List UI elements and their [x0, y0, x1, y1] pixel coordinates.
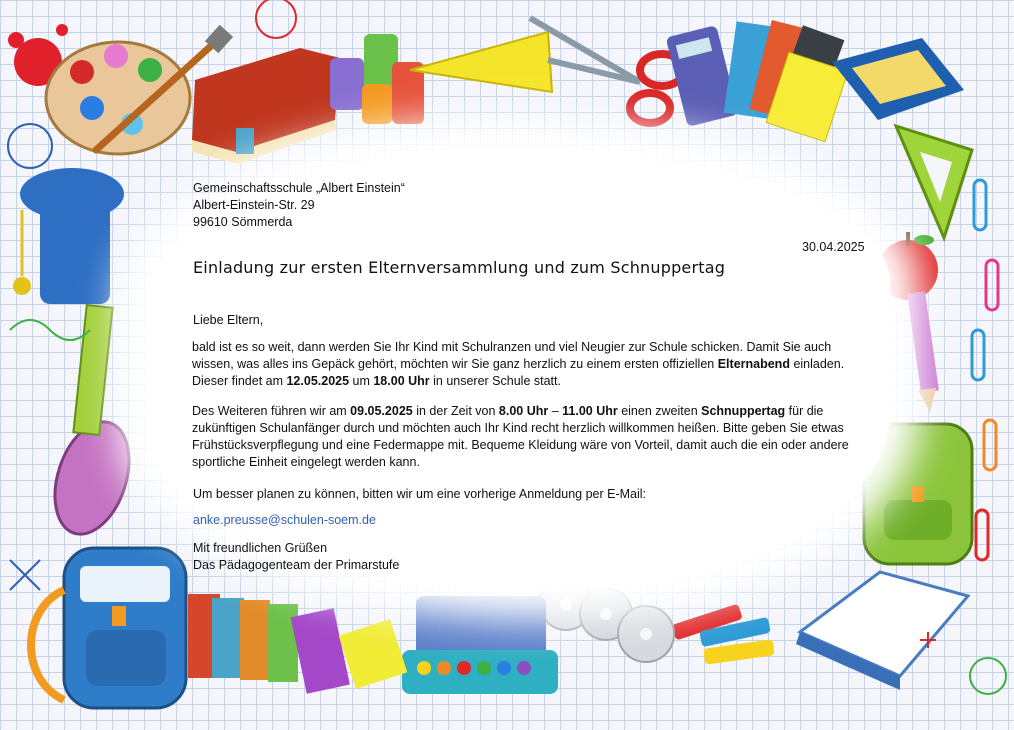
trial-day-date: 09.05.2025 [350, 404, 413, 418]
greeting: Liebe Eltern, [193, 313, 264, 327]
sender-street: Albert-Einstein-Str. 29 [193, 198, 315, 212]
registration-request: Um besser planen zu können, bitten wir um eine vorherige Anmeldung per E-Mail: [193, 487, 647, 501]
paragraph-parents-evening: bald ist es so weit, dann werden Sie Ihr Kind mit Schulranzen und viel Neugier zur Schule schicken. Damit Sie auch wissen, was alles ins Gepäck gehört, möchten wir Sie ganz herzlich zu einem ersten offiziellen Elternabend einladen. Dieser findet am 12.05.2025 um 18.00 Uhr in unserer Schule statt. [192, 340, 845, 388]
parents-evening-date: 12.05.2025 [286, 374, 350, 388]
email-link[interactable]: anke.preusse@schulen-soem.de [193, 513, 376, 527]
sender-city: 99610 Sömmerda [193, 215, 293, 229]
event-trial-day: Schnuppertag [701, 404, 786, 418]
parents-evening-time: 18.00 Uhr [373, 374, 430, 388]
letter-date: 30.04.2025 [802, 240, 865, 254]
closing: Mit freundlichen Grüßen [193, 541, 328, 555]
signature: Das Pädagogenteam der Primarstufe [193, 558, 400, 572]
trial-day-end: 11.00 Uhr [562, 404, 618, 418]
sender-name: Gemeinschaftsschule „Albert Einstein“ [193, 181, 405, 195]
letter-title: Einladung zur ersten Elternversammlung und zum Schnuppertag [193, 258, 726, 277]
paragraph-trial-day: Des Weiteren führen wir am 09.05.2025 in der Zeit von 8.00 Uhr – 11.00 Uhr einen zweiten Schnuppertag für die zukünftigen Schulanfänger durch und möchten auch Ihr Kind recht herzlich willkommen heißen. Bitte geben Sie etwas Frühstücksverpflegung und eine Federmappe mit. Bequeme Kleidung wäre von Vorteil, damit auch die ein oder andere sportliche Einheit eingelegt werden kann. [192, 404, 849, 469]
trial-day-start: 8.00 Uhr [498, 404, 549, 418]
event-parents-evening: Elternabend [717, 357, 790, 371]
